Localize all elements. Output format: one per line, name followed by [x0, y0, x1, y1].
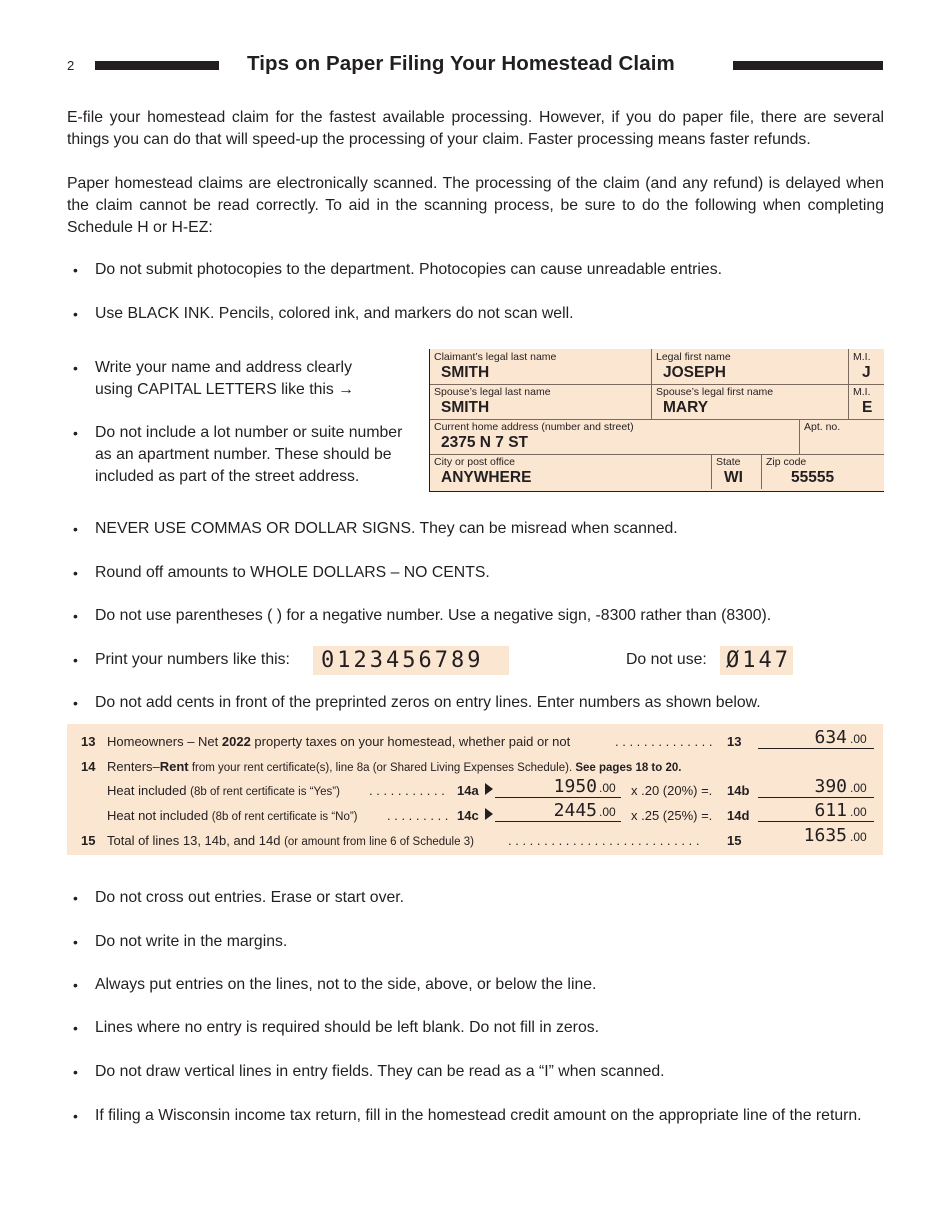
- line-reference: 14d: [727, 808, 750, 823]
- field-label: M.I.: [853, 351, 871, 363]
- line-reference: 14b: [727, 783, 750, 798]
- field-value: ANYWHERE: [441, 469, 532, 486]
- text: (8b of rent certificate is “No”): [211, 811, 358, 823]
- leader-dots: . . . . . . . . .: [387, 808, 449, 823]
- field-label: Current home address (number and street): [434, 421, 634, 433]
- bullet-dot: •: [73, 890, 78, 906]
- sample-worksheet-lines: [67, 724, 883, 855]
- city-field: [430, 454, 711, 489]
- entry-amount: 2445: [553, 800, 597, 821]
- entry-amount: 390: [814, 776, 847, 797]
- preprinted-cents: .00: [850, 781, 867, 795]
- bullet-dot: •: [73, 977, 78, 993]
- bullet-dot: •: [73, 521, 78, 537]
- bullet-text: NEVER USE COMMAS OR DOLLAR SIGNS. They can be misread when scanned.: [95, 520, 678, 537]
- form-row-address: [430, 419, 884, 455]
- bullet-dot: •: [73, 1064, 78, 1080]
- label-text: Do not use:: [626, 651, 707, 668]
- preprinted-cents: .00: [850, 805, 867, 819]
- line-14c-text: [107, 808, 358, 823]
- bullet-text: Lines where no entry is required should be left blank. Do not fill in zeros.: [95, 1019, 600, 1036]
- header-rule-right: [733, 61, 883, 70]
- spouse-middle-initial-field: [848, 384, 885, 419]
- field-value: E: [862, 399, 873, 416]
- line-14-text: [107, 759, 681, 774]
- field-label: Spouse’s legal last name: [434, 386, 551, 398]
- entry-amount: 611: [814, 800, 847, 821]
- bullet-text: Do not cross out entries. Erase or start over.: [95, 889, 405, 906]
- leader-dots: . . . . . . . . . . . . . . . . . . . . . . . . . . .: [508, 833, 700, 848]
- field-label: State: [716, 456, 741, 468]
- leader-dots: . . . . . . . . . . . . . .: [615, 734, 713, 749]
- form-row-claimant: [430, 349, 884, 385]
- bullet-dot: •: [73, 262, 78, 278]
- field-value: 2375 N 7 ST: [441, 434, 529, 451]
- bullet-text-line-3: included as part of the street address.: [95, 468, 360, 485]
- field-label: M.I.: [853, 386, 871, 398]
- text: Rent: [159, 759, 189, 774]
- line-14a-text: [107, 783, 340, 798]
- bullet-dot: •: [73, 652, 78, 668]
- bullet-dot: •: [73, 1020, 78, 1036]
- bullet-dot: •: [73, 1108, 78, 1124]
- spouse-first-name-field: [651, 384, 849, 419]
- field-value: JOSEPH: [663, 364, 726, 381]
- bullet-text: Use BLACK INK. Pencils, colored ink, and markers do not scan well.: [95, 305, 574, 322]
- form-row-city: [430, 454, 884, 491]
- handwritten-digits: 0123456789: [321, 648, 484, 673]
- field-value: WI: [724, 469, 743, 486]
- text: Heat not included: [107, 808, 212, 823]
- middle-initial-field: [848, 349, 885, 384]
- text: property taxes on your homestead, whether paid or not: [250, 734, 571, 749]
- intro-paragraph-2: Paper homestead claims are electronically scanned. The processing of the claim (and any refund) is delayed when the claim cannot be read correctly. To aid in the scanning process, be sure to do the following when completing Schedule H or H-EZ:: [67, 175, 884, 236]
- field-label: Claimant’s legal last name: [434, 351, 557, 363]
- text: Heat included: [107, 783, 191, 798]
- bullet-text: Print your numbers like this:: [95, 651, 290, 668]
- form-row-spouse: [430, 384, 884, 420]
- entry-amount: 1950: [553, 776, 597, 797]
- field-value: 55555: [791, 469, 835, 486]
- bullet-text-line-1: Write your name and address clearly: [95, 359, 352, 376]
- tax-year: 2022: [221, 734, 251, 749]
- page-title: Tips on Paper Filing Your Homestead Claim: [247, 52, 675, 75]
- entry-amount: 634: [814, 727, 847, 748]
- bullet-text-line-2: [95, 379, 354, 401]
- bullet-text: Always put entries on the lines, not to the side, above, or below the line.: [95, 976, 597, 993]
- text: (or amount from line 6 of Schedule 3): [284, 836, 474, 848]
- bullet-dot: •: [73, 608, 78, 624]
- state-field: [711, 454, 762, 489]
- text: Total of lines 13, 14b, and 14d: [107, 833, 285, 848]
- apartment-number-field: [799, 419, 885, 454]
- line-number: 15: [81, 833, 96, 848]
- bullet-text-line-1: Do not include a lot number or suite number: [95, 424, 403, 441]
- first-name-field: [651, 349, 849, 384]
- bad-numbers-sample: [720, 646, 793, 675]
- field-label: City or post office: [434, 456, 515, 468]
- field-label: Spouse’s legal first name: [656, 386, 774, 398]
- line-number: 14: [81, 759, 96, 774]
- arrow-right-icon: [485, 783, 493, 795]
- arrow-right-icon: [485, 808, 493, 820]
- field-label: Zip code: [766, 456, 807, 468]
- bullet-dot: •: [73, 934, 78, 950]
- bullet-dot: •: [73, 360, 78, 376]
- bullet-text-line-2: as an apartment number. These should be: [95, 446, 392, 463]
- zip-code-field: [761, 454, 885, 489]
- entry-amount: 1635: [803, 825, 847, 846]
- preprinted-cents: .00: [599, 805, 616, 819]
- claimant-last-name-field: [430, 349, 651, 384]
- sample-name-address-form: [429, 349, 884, 492]
- bullet-text: Do not submit photocopies to the department. Photocopies can cause unreadable entries.: [95, 261, 723, 278]
- line-number: 13: [81, 734, 96, 749]
- line-15-text: [107, 833, 474, 848]
- line-reference: 14c: [457, 808, 479, 823]
- bullet-dot: •: [73, 695, 78, 711]
- field-label: Legal first name: [656, 351, 731, 363]
- line-reference: 13: [727, 734, 742, 749]
- field-value: J: [862, 364, 871, 381]
- right-arrow-icon: →: [338, 381, 354, 398]
- line-reference: 15: [727, 833, 742, 848]
- bullet-text: Round off amounts to WHOLE DOLLARS – NO CENTS.: [95, 564, 490, 581]
- text: Homeowners – Net: [107, 734, 222, 749]
- calculation-text: x .20 (20%) =.: [631, 783, 713, 798]
- intro-paragraph-1: E-file your homestead claim for the fastest available processing. However, if you do paper file, there are several things you can do that will speed-up the processing of your claim. Faster processing means faster refunds.: [67, 109, 884, 148]
- text: Renters–: [107, 759, 160, 774]
- line-13-text: [107, 734, 570, 749]
- bullet-text: Do not write in the margins.: [95, 933, 288, 950]
- page-number: 2: [67, 58, 75, 73]
- leader-dots: . . . . . . . . . . .: [369, 783, 445, 798]
- spouse-last-name-field: [430, 384, 651, 419]
- good-numbers-sample: [313, 646, 509, 675]
- text: (8b of rent certificate is “Yes”): [190, 786, 340, 798]
- bullet-dot: •: [73, 565, 78, 581]
- do-not-use-label: [626, 649, 707, 671]
- text: from your rent certificate(s), line 8a (or Shared Living Expenses Schedule).: [188, 762, 576, 774]
- field-value: SMITH: [441, 399, 490, 416]
- bullet-text: using CAPITAL LETTERS like this: [95, 381, 334, 398]
- home-address-field: [430, 419, 799, 454]
- calculation-text: x .25 (25%) =.: [631, 808, 713, 823]
- bullet-text: If filing a Wisconsin income tax return, fill in the homestead credit amount on the appropriate line of the return.: [95, 1107, 862, 1124]
- preprinted-cents: .00: [850, 830, 867, 844]
- header-rule-left: [95, 61, 219, 70]
- field-value: SMITH: [441, 364, 490, 381]
- bullet-dot: •: [73, 306, 78, 322]
- text: See pages 18 to 20.: [575, 762, 682, 774]
- field-value: MARY: [663, 399, 709, 416]
- handwritten-digits: Ø147: [726, 648, 791, 673]
- bullet-text: Do not draw vertical lines in entry fields. They can be read as a “I” when scanned.: [95, 1063, 665, 1080]
- line-reference: 14a: [457, 783, 479, 798]
- field-label: Apt. no.: [804, 421, 841, 433]
- bullet-dot: •: [73, 425, 78, 441]
- bullet-text: Do not use parentheses ( ) for a negative number. Use a negative sign, -8300 rather than (8300).: [95, 607, 772, 624]
- preprinted-cents: .00: [850, 732, 867, 746]
- preprinted-cents: .00: [599, 781, 616, 795]
- bullet-text: Do not add cents in front of the preprinted zeros on entry lines. Enter numbers as shown below.: [95, 694, 761, 711]
